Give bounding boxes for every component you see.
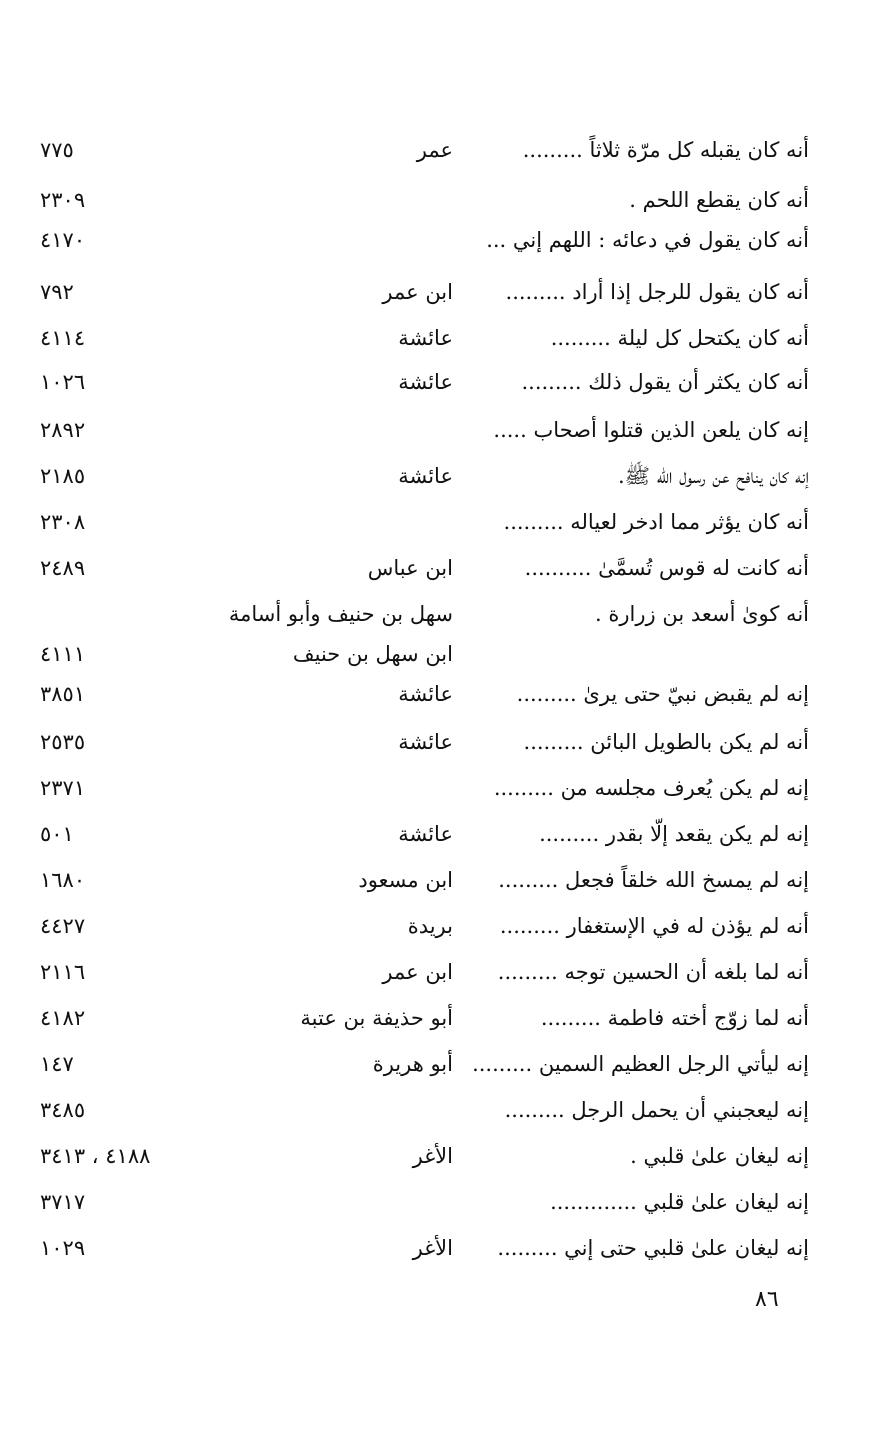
narrator: ابن عمر bbox=[382, 280, 453, 304]
index-entry bbox=[0, 410, 891, 450]
hadith-number: ٤١٧٠ bbox=[40, 228, 86, 252]
hadith-incipit: أنه كان يكتحل كل ليلة ......... bbox=[550, 326, 809, 350]
narrator: عمر bbox=[416, 138, 453, 162]
narrator: بريدة bbox=[407, 914, 453, 938]
hadith-incipit: إنه ليأتي الرجل العظيم السمين ......... bbox=[472, 1052, 809, 1076]
hadith-number: ٤١١١ bbox=[40, 642, 86, 666]
hadith-incipit: إنه لم يقبض نبيّ حتى يرىٰ ......... bbox=[516, 682, 809, 706]
index-entry bbox=[0, 318, 891, 358]
hadith-incipit: أنه كان يقول للرجل إذا أراد ......... bbox=[505, 280, 809, 304]
narrator: ابن عباس bbox=[367, 556, 453, 580]
hadith-incipit: إنه كان ينافح عن رسول الله ﷺ. bbox=[617, 464, 809, 488]
index-entry bbox=[0, 768, 891, 808]
narrator: الأغر bbox=[412, 1144, 453, 1168]
hadith-number: ١٠٢٩ bbox=[40, 1236, 86, 1260]
hadith-incipit: أنه كان يؤثر مما ادخر لعياله ......... bbox=[503, 510, 809, 534]
hadith-number: ٢٤٨٩ bbox=[40, 556, 86, 580]
index-entry bbox=[0, 722, 891, 762]
hadith-number: ٢٨٩٢ bbox=[40, 418, 86, 442]
hadith-incipit: إنه لم يكن يقعد إلّا بقدر ......... bbox=[539, 822, 809, 846]
index-entry bbox=[0, 502, 891, 542]
hadith-incipit: إنه كان يلعن الذين قتلوا أصحاب ..... bbox=[493, 418, 809, 442]
narrator: عائشة bbox=[398, 464, 453, 488]
index-entry bbox=[0, 1136, 891, 1176]
narrator: أبو هريرة bbox=[372, 1052, 453, 1076]
index-entry bbox=[0, 130, 891, 170]
hadith-incipit: أنه لما بلغه أن الحسين توجه ......... bbox=[497, 960, 809, 984]
index-entry bbox=[0, 906, 891, 946]
hadith-number: ٢٣٠٩ bbox=[40, 188, 86, 212]
hadith-number: ٤١٨٨ ، ٣٤١٣ bbox=[40, 1144, 151, 1168]
hadith-incipit: أنه كانت له قوس تُسمَّىٰ .......... bbox=[524, 556, 809, 580]
index-entry bbox=[0, 860, 891, 900]
index-entry bbox=[0, 1044, 891, 1084]
hadith-number: ٣٤٨٥ bbox=[40, 1098, 86, 1122]
index-entry bbox=[0, 220, 891, 260]
hadith-number: ١٤٧ bbox=[40, 1052, 74, 1076]
hadith-incipit: أنه كان يكثر أن يقول ذلك ......... bbox=[521, 370, 809, 394]
hadith-number: ٢٥٣٥ bbox=[40, 730, 86, 754]
hadith-number: ٢٣٠٨ bbox=[40, 510, 86, 534]
hadith-number: ٣٧١٧ bbox=[40, 1190, 86, 1214]
hadith-incipit: إنه ليغان علىٰ قلبي . bbox=[630, 1144, 809, 1168]
narrator: عائشة bbox=[398, 730, 453, 754]
hadith-incipit: إنه ليغان علىٰ قلبي ............. bbox=[550, 1190, 809, 1214]
index-entry bbox=[0, 180, 891, 220]
hadith-number: ٧٧٥ bbox=[40, 138, 74, 162]
hadith-number: ١٠٢٦ bbox=[40, 370, 86, 394]
hadith-incipit: أنه كان يقبله كل مرّة ثلاثاً ......... bbox=[522, 138, 809, 162]
index-entry bbox=[0, 1228, 891, 1268]
index-entry bbox=[0, 456, 891, 496]
hadith-number: ٤١٨٢ bbox=[40, 1006, 86, 1030]
hadith-incipit: أنه كان يقطع اللحم . bbox=[629, 188, 809, 212]
narrator-continuation: ابن سهل بن حنيف bbox=[292, 642, 453, 666]
index-entry bbox=[0, 998, 891, 1038]
index-entry bbox=[0, 272, 891, 312]
hadith-number: ٢٣٧١ bbox=[40, 776, 86, 800]
narrator: عائشة bbox=[398, 370, 453, 394]
narrator: عائشة bbox=[398, 822, 453, 846]
hadith-number: ٢١٨٥ bbox=[40, 464, 86, 488]
hadith-number: ٧٩٢ bbox=[40, 280, 74, 304]
hadith-number: ٣٨٥١ bbox=[40, 682, 86, 706]
index-entry bbox=[0, 674, 891, 714]
hadith-incipit: أنه كان يقول في دعائه : اللهم إني ... bbox=[486, 228, 809, 252]
hadith-number: ٥٠١ bbox=[40, 822, 74, 846]
index-entry bbox=[0, 952, 891, 992]
hadith-incipit: أنه كوىٰ أسعد بن زرارة . bbox=[595, 602, 809, 626]
narrator: عائشة bbox=[398, 326, 453, 350]
index-entry bbox=[0, 814, 891, 854]
index-entry bbox=[0, 548, 891, 588]
hadith-incipit: إنه لم يمسخ الله خلقاً فجعل ......... bbox=[498, 868, 809, 892]
hadith-incipit: أنه لم يؤذن له في الإستغفار ......... bbox=[499, 914, 809, 938]
index-entry bbox=[0, 362, 891, 402]
hadith-incipit: أنه لما زوّج أخته فاطمة ......... bbox=[540, 1006, 809, 1030]
page-number: ٨٦ bbox=[755, 1287, 779, 1312]
index-entry bbox=[0, 1090, 891, 1130]
hadith-incipit: أنه لم يكن بالطويل البائن ......... bbox=[523, 730, 809, 754]
hadith-number: ٤١١٤ bbox=[40, 326, 86, 350]
narrator: ابن عمر bbox=[382, 960, 453, 984]
narrator: الأغر bbox=[412, 1236, 453, 1260]
hadith-number: ١٦٨٠ bbox=[40, 868, 86, 892]
hadith-incipit: إنه ليغان علىٰ قلبي حتى إني ......... bbox=[497, 1236, 809, 1260]
hadith-incipit: إنه لم يكن يُعرف مجلسه من ......... bbox=[493, 776, 809, 800]
hadith-number: ٤٤٢٧ bbox=[40, 914, 86, 938]
hadith-number: ٢١١٦ bbox=[40, 960, 86, 984]
narrator: سهل بن حنيف وأبو أسامة bbox=[228, 602, 453, 626]
index-entry bbox=[0, 1182, 891, 1222]
narrator: ابن مسعود bbox=[358, 868, 453, 892]
hadith-incipit: إنه ليعجبني أن يحمل الرجل ......... bbox=[504, 1098, 809, 1122]
index-entry bbox=[0, 594, 891, 684]
narrator: عائشة bbox=[398, 682, 453, 706]
narrator: أبو حذيفة بن عتبة bbox=[300, 1006, 453, 1030]
